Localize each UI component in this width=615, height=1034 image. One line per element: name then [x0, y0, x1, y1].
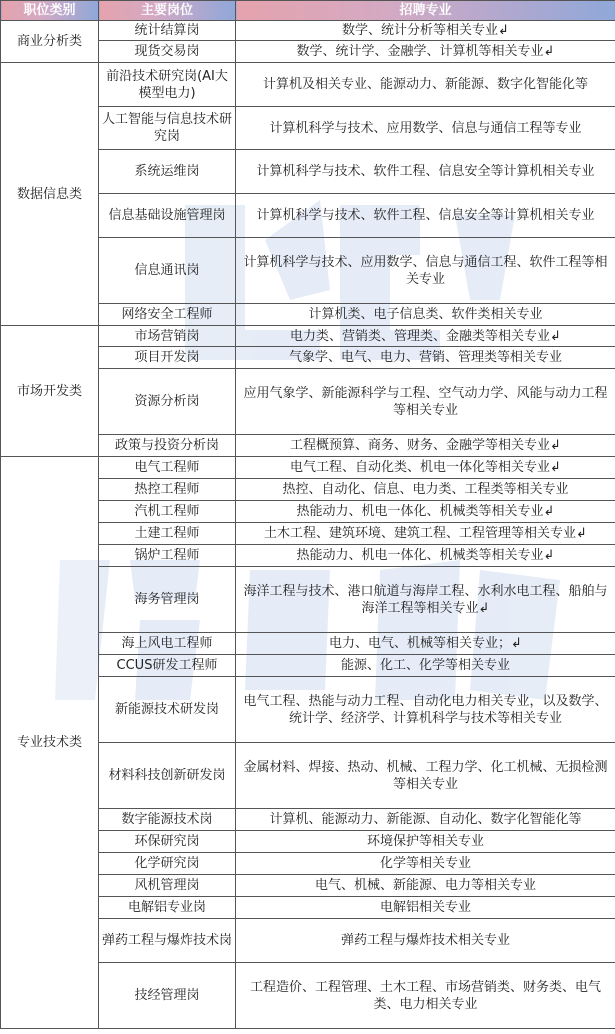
majors-cell: 电气工程、热能与动力工程、自动化电力相关专业，以及数学、统计学、经济学、计算机科学与技术等相关专业 — [236, 677, 615, 743]
position-cell: 人工智能与信息技术研究岗 — [99, 107, 236, 150]
majors-cell: 热能动力、机电一体化、机械类等相关专业↲ — [236, 501, 615, 523]
position-cell: 海上风电工程师 — [99, 633, 236, 655]
majors-cell: 电解铝相关专业 — [236, 897, 615, 919]
position-cell: 化学研究岗 — [99, 853, 236, 875]
header-majors: 招聘专业 — [236, 1, 615, 21]
position-cell: 政策与投资分析岗 — [99, 435, 236, 457]
table-row — [1, 21, 615, 41]
position-cell: 信息基础设施管理岗 — [99, 194, 236, 238]
majors-cell: 海洋工程与技术、港口航道与海岸工程、水利水电工程、船舶与海洋工程等相关专业↲ — [236, 567, 615, 633]
position-cell: 技经管理岗 — [99, 963, 236, 1029]
majors-cell: 应用气象学、新能源科学与工程、空气动力学、风能与动力工程等相关专业 — [236, 369, 615, 435]
majors-cell: 金属材料、焊接、热动、机械、工程力学、化工机械、无损检测等相关专业 — [236, 743, 615, 809]
table-row — [1, 326, 615, 347]
header-position: 主要岗位 — [99, 1, 236, 21]
position-cell: 系统运维岗 — [99, 150, 236, 194]
majors-cell: 计算机类、电子信息类、软件类相关专业 — [236, 304, 615, 326]
category-cell: 市场开发类 — [1, 326, 99, 457]
position-cell: 现货交易岗 — [99, 41, 236, 63]
majors-cell: 计算机科学与技术、软件工程、信息安全等计算机相关专业 — [236, 194, 615, 238]
position-cell: 弹药工程与爆炸技术岗 — [99, 919, 236, 963]
position-cell: 热控工程师 — [99, 479, 236, 501]
header-category: 职位类别 — [1, 1, 99, 21]
majors-cell: 能源、化工、化学等相关专业 — [236, 655, 615, 677]
majors-cell: 数学、统计分析等相关专业↲ — [236, 21, 615, 41]
position-cell: 市场营销岗 — [99, 326, 236, 347]
position-cell: 前沿技术研究岗(AI大模型电力) — [99, 63, 236, 107]
majors-cell: 气象学、电气、电力、营销、管理类等相关专业 — [236, 347, 615, 369]
position-cell: 锅炉工程师 — [99, 545, 236, 567]
category-cell: 数据信息类 — [1, 63, 99, 326]
position-cell: 网络安全工程师 — [99, 304, 236, 326]
position-cell: 汽机工程师 — [99, 501, 236, 523]
majors-cell: 环境保护等相关专业 — [236, 831, 615, 853]
position-cell: CCUS研发工程师 — [99, 655, 236, 677]
position-cell: 项目开发岗 — [99, 347, 236, 369]
position-cell: 风机管理岗 — [99, 875, 236, 897]
majors-cell: 化学等相关专业 — [236, 853, 615, 875]
majors-cell: 数学、统计学、金融学、计算机等相关专业↲ — [236, 41, 615, 63]
majors-cell: 计算机及相关专业、能源动力、新能源、数字化智能化等 — [236, 63, 615, 107]
table-header-row — [1, 1, 615, 21]
position-cell: 环保研究岗 — [99, 831, 236, 853]
position-cell: 电解铝专业岗 — [99, 897, 236, 919]
position-cell: 数字能源技术岗 — [99, 809, 236, 831]
majors-cell: 工程造价、工程管理、土木工程、市场营销类、财务类、电气类、电力相关专业 — [236, 963, 615, 1029]
majors-cell: 热控、自动化、信息、电力类、工程类等相关专业 — [236, 479, 615, 501]
majors-cell: 计算机科学与技术、软件工程、信息安全等计算机相关专业 — [236, 150, 615, 194]
position-cell: 土建工程师 — [99, 523, 236, 545]
category-cell: 商业分析类 — [1, 21, 99, 63]
category-cell: 专业技术类 — [1, 457, 99, 1029]
table-row — [1, 63, 615, 107]
majors-cell: 电力、电气、机械等相关专业；↲ — [236, 633, 615, 655]
position-cell: 电气工程师 — [99, 457, 236, 479]
position-cell: 新能源技术研发岗 — [99, 677, 236, 743]
majors-cell: 热能动力、机电一体化、机械类等相关专业↲ — [236, 545, 615, 567]
majors-cell: 工程概预算、商务、财务、金融学等相关专业↲ — [236, 435, 615, 457]
majors-cell: 电气、机械、新能源、电力等相关专业 — [236, 875, 615, 897]
position-cell: 海务管理岗 — [99, 567, 236, 633]
majors-cell: 计算机、能源动力、新能源、自动化、数字化智能化等 — [236, 809, 615, 831]
majors-cell: 计算机科学与技术、应用数学、信息与通信工程等专业 — [236, 107, 615, 150]
majors-cell: 电气工程、自动化类、机电一体化等相关专业↲ — [236, 457, 615, 479]
position-cell: 材料科技创新研发岗 — [99, 743, 236, 809]
position-cell: 信息通讯岗 — [99, 238, 236, 304]
table-row — [1, 457, 615, 479]
position-cell: 资源分析岗 — [99, 369, 236, 435]
majors-cell: 电力类、营销类、管理类、金融类等相关专业↲ — [236, 326, 615, 347]
majors-cell: 弹药工程与爆炸技术相关专业 — [236, 919, 615, 963]
majors-cell: 计算机科学与技术、应用数学、信息与通信工程、软件工程等相关专业 — [236, 238, 615, 304]
position-cell: 统计结算岗 — [99, 21, 236, 41]
majors-cell: 土木工程、建筑环境、建筑工程、工程管理等相关专业↲ — [236, 523, 615, 545]
